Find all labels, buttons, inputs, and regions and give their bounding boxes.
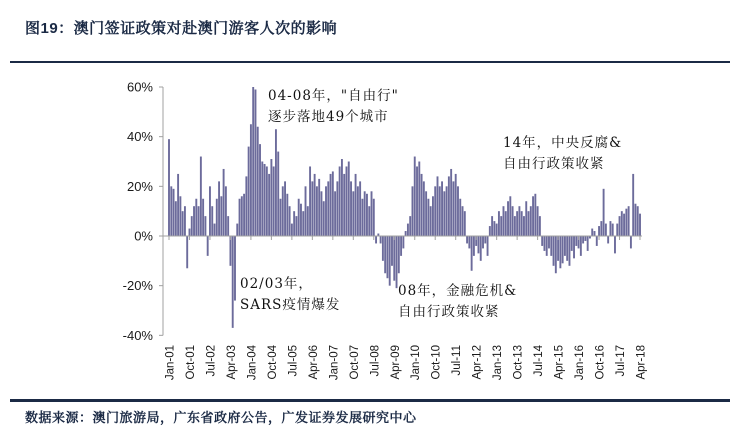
bar [229,236,231,266]
bar [389,236,391,286]
bar [491,216,493,236]
bar [555,236,557,273]
bar [293,211,295,236]
bar [621,211,623,236]
bar [418,162,420,237]
bar [332,171,334,236]
bar [259,144,261,236]
bar [305,186,307,236]
y-axis-label: -20% [122,278,153,294]
footer-divider [10,399,730,402]
bar [289,206,291,236]
bar [375,236,377,243]
x-axis-label: Apr-03 [225,345,238,380]
bar [191,216,193,236]
bar [443,191,445,236]
bar [257,127,259,236]
bar [339,166,341,236]
x-axis-label: Oct-04 [266,345,279,380]
x-axis-label: Apr-06 [307,345,320,380]
x-axis-label: Jan-16 [574,345,587,381]
x-axis-label: Jul-08 [369,345,382,377]
bar [225,186,227,236]
bar [464,211,466,236]
bar [214,224,216,236]
bar [193,206,195,236]
annotation-line: 自由行政策收紧 [398,304,500,320]
bar [309,166,311,236]
bar [409,216,411,236]
bar [321,191,323,236]
bar [457,186,459,236]
bar [482,236,484,248]
bar [189,229,191,236]
annotation-line: 04-08年，"自由行" [268,88,399,104]
bar [623,214,625,236]
bar [562,236,564,263]
bar [580,236,582,256]
bar [168,139,170,236]
bar [462,206,464,236]
bar [625,209,627,236]
x-axis-label: Jan-13 [492,345,505,381]
bar [528,211,530,236]
bar [398,236,400,273]
bar [298,199,300,236]
y-axis-label: 20% [126,178,153,194]
bar [452,181,454,236]
bar [493,221,495,236]
bar [255,89,257,236]
bar [600,221,602,236]
bar [173,189,175,236]
bar [603,189,605,236]
bar [273,166,275,236]
bar [582,236,584,243]
bar [612,224,614,236]
bar [423,181,425,236]
bar [334,191,336,236]
bar [534,194,536,236]
bar [550,236,552,256]
x-axis-label: Oct-01 [184,345,197,380]
annotation-free-travel [268,86,399,128]
bar [346,166,348,236]
bar [559,236,561,268]
bar [175,201,177,236]
x-axis-label: Jan-07 [328,345,341,381]
y-axis-label: 0% [134,228,153,244]
bar [587,236,589,251]
bar [507,201,509,236]
bar [569,236,571,266]
bar [605,224,607,236]
bar [573,236,575,258]
annotation-line: 逐步落地49个城市 [268,109,389,125]
bar [184,206,186,236]
bar [186,236,188,268]
bar [412,186,414,236]
bar [407,224,409,236]
bar [204,216,206,236]
bar [341,159,343,236]
bar [518,206,520,236]
bar [434,186,436,236]
bar [207,236,209,256]
bar [250,124,252,236]
bar [539,216,541,236]
bar [450,169,452,236]
bar [523,216,525,236]
bar [427,199,429,236]
bar [546,236,548,256]
bar [512,206,514,236]
bar [393,236,395,281]
bar [234,236,236,301]
bar [295,216,297,236]
bar [635,204,637,236]
bar [525,201,527,236]
bar [466,236,468,243]
bar [414,157,416,236]
bar [514,216,516,236]
bar [575,236,577,246]
bar [198,206,200,236]
x-axis-label: Jul-05 [287,345,300,377]
bar [459,199,461,236]
bar [596,236,598,246]
bar [268,174,270,236]
bar [402,236,404,248]
bar [300,204,302,236]
bar [220,196,222,236]
bar [446,186,448,236]
annotation-line: 14年，中央反腐& [503,135,623,151]
bar [639,214,641,236]
bar [400,236,402,256]
bar [384,236,386,273]
bar [275,129,277,236]
bar [530,206,532,236]
bar [439,186,441,236]
y-axis-label: -40% [122,327,153,343]
bar [380,236,382,243]
bar [284,181,286,236]
bar [532,196,534,236]
bar [241,196,243,236]
bar [170,186,172,236]
bar [330,174,332,236]
bar [343,174,345,236]
bar [352,191,354,236]
bar [441,181,443,236]
bar [487,236,489,256]
bar [355,174,357,236]
bar [468,236,470,248]
bar [179,196,181,236]
bar [280,199,282,236]
bar [614,236,616,253]
bar [541,236,543,246]
bar [277,152,279,236]
bar [368,206,370,236]
bar [200,157,202,236]
bar [182,211,184,236]
bar [496,224,498,236]
bar [630,236,632,248]
bar [382,236,384,261]
bar [307,206,309,236]
bar [311,181,313,236]
bar [425,191,427,236]
bar [598,226,600,236]
bar [371,191,373,236]
bar [448,176,450,236]
bar [537,206,539,236]
bar [232,236,234,328]
x-axis-label: Jul-11 [451,345,464,376]
bar [266,166,268,236]
bar [503,206,505,236]
bar [236,224,238,236]
x-axis-label: Jul-02 [205,345,218,377]
bar [591,229,593,236]
annotation-line: 08年，金融危机& [398,283,518,299]
bar [632,174,634,236]
y-axis-label: 60% [126,79,153,95]
figure-title: 图19：澳门签证政策对赴澳门游客人次的影响 [25,20,338,37]
bar [584,236,586,241]
bar [619,216,621,236]
bar [609,221,611,236]
x-axis-label: Apr-09 [389,345,402,380]
x-axis-label: Jan-04 [246,345,259,381]
bar [270,159,272,236]
bar [391,236,393,266]
x-axis-label: Jan-01 [164,345,177,381]
bar [405,231,407,236]
bar [202,199,204,236]
x-axis-label: Oct-10 [430,345,443,380]
bar [607,236,609,243]
data-source: 数据来源：澳门旅游局，广东省政府公告，广发证券发展研究中心 [25,410,417,425]
annotation-sars [240,274,340,316]
x-axis-label: Jul-17 [615,345,628,377]
bar [243,194,245,236]
bar [218,181,220,236]
bar [628,206,630,236]
bar [473,236,475,256]
bar [516,211,518,236]
bar [521,211,523,236]
bar [359,181,361,236]
bar [471,236,473,271]
bar [291,224,293,236]
bar [239,199,241,236]
bar [455,174,457,236]
bar [325,186,327,236]
x-axis-label: Apr-15 [553,345,566,380]
bar [489,226,491,236]
bar [484,236,486,243]
bar [432,196,434,236]
bar [211,206,213,236]
annotation-line: SARS疫情爆发 [240,297,341,313]
bar [543,236,545,251]
y-axis-label: 40% [126,129,153,145]
bar [314,174,316,236]
bar [316,186,318,236]
bar [336,181,338,236]
bar [366,194,368,236]
bar [264,164,266,236]
x-axis-label: Oct-13 [512,345,525,380]
x-axis-label: Oct-16 [594,345,607,380]
bar [350,181,352,236]
bar [571,236,573,251]
bar [364,191,366,236]
bar [223,169,225,236]
bar [480,236,482,261]
bar [286,194,288,236]
bar [505,211,507,236]
bar [564,236,566,256]
bar [245,176,247,236]
bar [357,186,359,236]
bar [361,199,363,236]
bar [252,87,254,236]
bar [553,236,555,266]
x-axis-label: Jan-10 [410,345,423,381]
bar [227,216,229,236]
annotation-anti-corruption [503,133,622,175]
bar [498,211,500,236]
bar [594,231,596,236]
bar [348,162,350,237]
bar [548,236,550,248]
bar [318,179,320,236]
bar [421,174,423,236]
bar [327,181,329,236]
bar [437,176,439,236]
bar [373,199,375,236]
annotation-line: 02/03年， [240,276,313,292]
bar [195,199,197,236]
bar [323,201,325,236]
bar [177,174,179,236]
bar [478,236,480,253]
bar [509,196,511,236]
bar [261,162,263,237]
bar [248,147,250,236]
bar [566,236,568,261]
bar [416,166,418,236]
bar [216,199,218,236]
bar [616,224,618,236]
annotation-line: 自由行政策收紧 [503,156,605,172]
bar [282,186,284,236]
bar [430,206,432,236]
bar [500,216,502,236]
bar [302,211,304,236]
x-axis-label: Apr-12 [471,344,484,380]
annotation-financial-crisis [398,281,517,323]
x-axis-label: Jul-14 [533,345,546,377]
x-axis-label: Oct-07 [348,345,361,380]
bar [209,186,211,236]
bar [386,236,388,278]
bar [637,206,639,236]
x-axis-label: Apr-18 [635,345,648,380]
